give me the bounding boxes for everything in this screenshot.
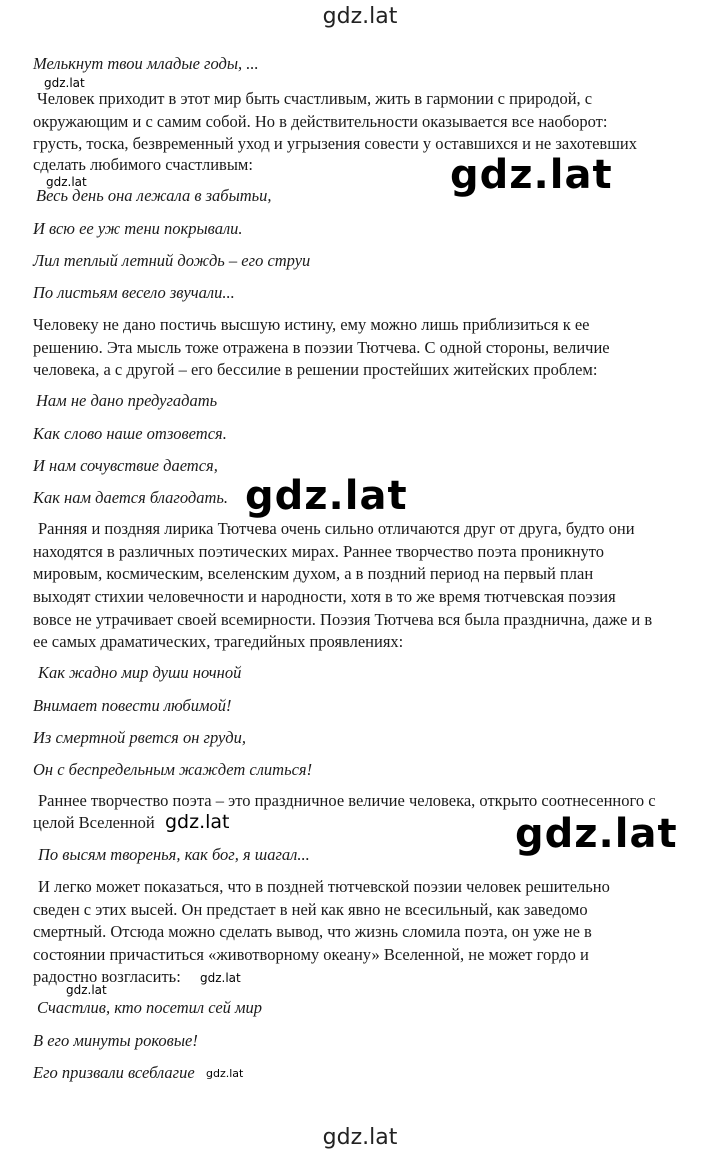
text-line: Ранняя и поздняя лирика Тютчева очень сильно отличаются друг от друга, будто они [38, 519, 635, 538]
header-site-label: gdz.lat [322, 4, 398, 29]
text-line: окружающим и с самим собой. Но в действительности оказывается все наоборот: [33, 112, 608, 131]
text-line: Он с беспредельным жаждет слиться! [33, 760, 313, 779]
watermark-logo: gdz.lat [46, 175, 87, 189]
text-line: Его призвали всеблагие [33, 1063, 195, 1082]
text-line: грусть, тоска, безвременный уход и угрызения совести у оставшихся и не захотевших [33, 134, 637, 153]
text-line: По высям творенья, как бог, я шагал... [38, 845, 310, 864]
text-line: вовсе не утрачивает своей всемирности. Поэзия Тютчева вся была празднична, даже и в [33, 610, 653, 629]
text-line: Лил теплый летний дождь – его струи [33, 251, 311, 270]
text-line: смертный. Отсюда можно сделать вывод, что жизнь сломила поэта, он уже не в [33, 922, 592, 941]
text-line: И легко может показаться, что в поздней тютчевской поэзии человек решительно [38, 877, 610, 896]
text-line: Человеку не дано постичь высшую истину, ему можно лишь приблизиться к ее [33, 315, 590, 334]
text-line: И нам сочувствие дается, [33, 456, 218, 475]
watermark-logo: gdz.lat [66, 983, 107, 997]
text-line: Нам не дано предугадать [36, 391, 218, 410]
text-line: Весь день она лежала в забытьи, [36, 186, 272, 205]
watermark-logo: gdz.lat [200, 971, 241, 985]
text-line: По листьям весело звучали... [33, 283, 235, 302]
text-line: Как нам дается благодать. [33, 488, 229, 507]
text-line: решению. Эта мысль тоже отражена в поэзии Тютчева. С одной стороны, величие [33, 338, 610, 357]
watermark-logo: gdz.lat [44, 76, 85, 90]
watermark-logo: gdz.lat [245, 473, 408, 519]
text-line: Как слово наше отзовется. [33, 424, 227, 443]
text-line: радостно возгласить: [33, 967, 181, 986]
text-line: находятся в различных поэтических мирах. Раннее творчество поэта проникнуто [33, 542, 605, 561]
text-line: Счастлив, кто посетил сей мир [37, 998, 263, 1017]
text-line: Как жадно мир души ночной [38, 663, 242, 682]
text-line: И всю ее уж тени покрывали. [33, 219, 243, 238]
text-line: Внимает повести любимой! [33, 696, 232, 715]
text-line: В его минуты роковые! [33, 1031, 198, 1050]
text-line: человека, а с другой – его бессилие в решении простейших житейских проблем: [33, 360, 598, 379]
text-line: состоянии причаститься «животворному океану» Вселенной, не может гордо и [33, 945, 589, 964]
text-line: ее самых драматических, трагедийных проявлениях: [33, 632, 404, 651]
watermark-logo: gdz.lat [206, 1067, 244, 1080]
text-line: мировым, космическим, вселенским духом, а в поздний период на первый план [33, 564, 594, 583]
footer-site-label: gdz.lat [322, 1125, 398, 1150]
text-line: Раннее творчество поэта – это праздничное величие человека, открыто соотнесенного с [38, 791, 656, 810]
watermark-logo: gdz.lat [515, 811, 678, 857]
text-line: Из смертной рвется он груди, [33, 728, 246, 747]
text-line: Человек приходит в этот мир быть счастливым, жить в гармонии с природой, с [37, 89, 593, 108]
text-line: сделать любимого счастливым: [33, 155, 253, 174]
text-line: выходят стихии человечности и народности, хотя в то же время тютчевская поэзия [33, 587, 616, 606]
watermark-logo: gdz.lat [165, 811, 230, 833]
text-line: целой Вселенной [33, 813, 155, 832]
text-line: сведен с этих высей. Он предстает в ней как явно не всесильный, как заведомо [33, 900, 588, 919]
text-line: Мелькнут твои младые годы, ... [33, 54, 259, 73]
watermark-logo: gdz.lat [450, 152, 613, 198]
